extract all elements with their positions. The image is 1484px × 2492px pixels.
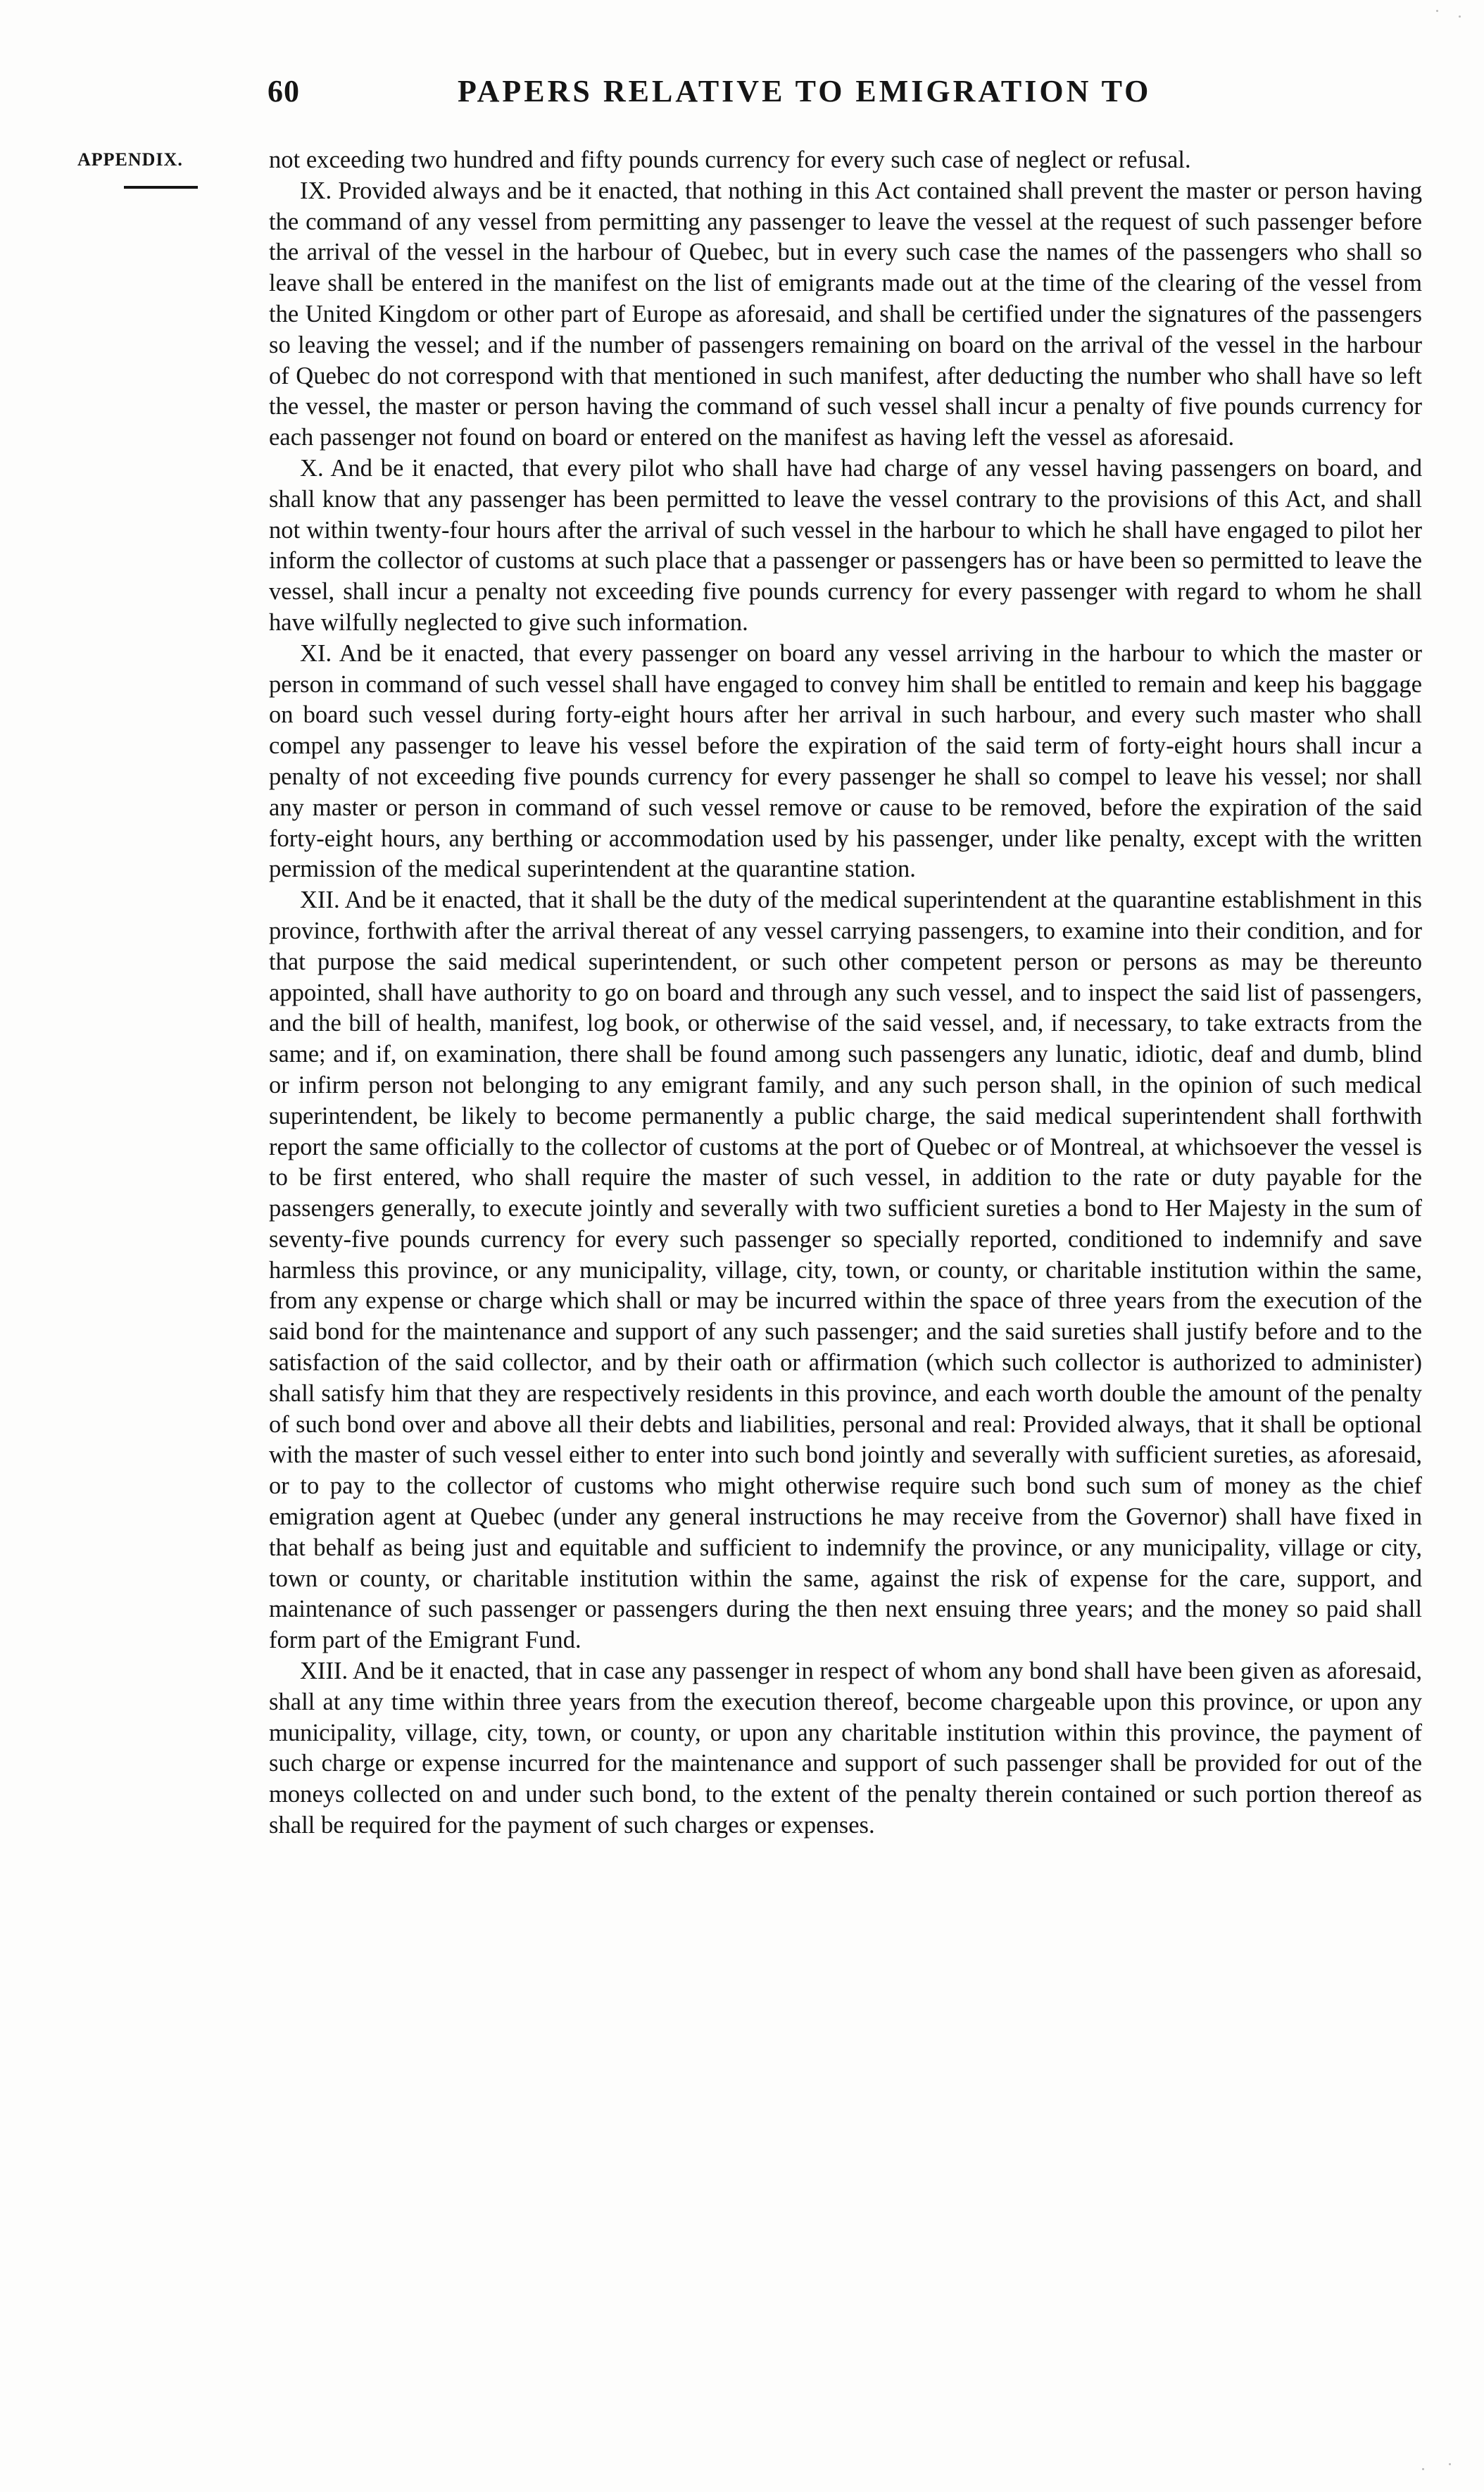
paper-speck (1449, 2463, 1451, 2465)
paragraph-section-ix: IX. Provided always and be it enacted, that nothing in this Act contained shall prevent the master or person having the command of any vessel from permitting any passenger to leave the vessel at the request of such passenger before the arrival of the vessel in the harbour of Quebec, but in every such case the names of the passengers who shall so leave shall be entered in the manifest on the list of emigrants made out at the time of the clearing of the vessel from the United Kingdom or other part of Europe as aforesaid, and shall be certified under the signatures of the passengers so leaving the vessel; and if the number of passengers remaining on board on the arrival of the vessel in the harbour of Quebec do not correspond with that mentioned in such manifest, after deducting the number who shall have so left the vessel, the master or person having the command of such vessel shall incur a penalty of five pounds currency for each passenger not found on board or entered on the manifest as having left the vessel as aforesaid. (269, 177, 1422, 451)
running-head (268, 73, 1422, 115)
page-number: 60 (268, 74, 300, 108)
paper-speck (1422, 2468, 1424, 2470)
paragraph-section-x: X. And be it enacted, that every pilot who shall have had charge of any vessel having passengers on board, and shall know that any passenger has been permitted to leave the vessel contrary to the provisions of this Act, and shall not within twenty-four hours after the arrival of such vessel in the harbour to which he shall have engaged to pilot her inform the collector of customs at such place that a passenger or passengers has or have been so permitted to leave the vessel, shall incur a penalty not exceeding five pounds currency for every passenger with regard to whom he shall have wilfully neglected to give such information. (269, 454, 1422, 636)
paper-speck (1459, 15, 1461, 18)
body-text (269, 145, 1422, 1841)
running-title: PAPERS RELATIVE TO EMIGRATION TO (458, 74, 1152, 108)
paragraph-continuation: not exceeding two hundred and fifty pounds currency for every such case of neglect or refusal. (269, 146, 1191, 173)
appendix-label: APPENDIX. (77, 149, 183, 170)
margin-note (77, 149, 246, 189)
paper-speck (1436, 10, 1438, 12)
paragraph-section-xi: XI. And be it enacted, that every passenger on board any vessel arriving in the harbour to which the master or person in command of such vessel shall have engaged to convey him shall be entitled to remain and keep his baggage on board such vessel during forty-eight hours after her arrival in such harbour, and every such master who shall compel any passenger to leave his vessel before the expiration of the said term of forty-eight hours shall incur a penalty of not exceeding five pounds currency for every passenger he shall so compel to leave his vessel; nor shall any master or person in command of such vessel remove or cause to be removed, before the expiration of the said forty-eight hours, any berthing or accommodation used by his passenger, under like penalty, except with the written permission of the medical superintendent at the quarantine station. (269, 639, 1422, 883)
paragraph-section-xii: XII. And be it enacted, that it shall be the duty of the medical superintendent at the quarantine establishment in this province, forthwith after the arrival thereat of any vessel carrying passengers, to examine into their condition, and for that purpose the said medical superintendent, or such other competent person or persons as may be thereunto appointed, shall have authority to go on board and through any such vessel, and to inspect the said list of passengers, and the bill of health, manifest, log book, or otherwise of the said vessel, and, if necessary, to take extracts from the same; and if, on examination, there shall be found among such passengers any lunatic, idiotic, deaf and dumb, blind or infirm person not belonging to any emigrant family, and any such person shall, in the opinion of such medical superintendent, be likely to become permanently a public charge, the said medical superintendent shall forthwith report the same officially to the collector of customs at the port of Quebec or of Montreal, at whichsoever the vessel is to be first entered, who shall require the master of such vessel, in addition to the rate or duty payable for the passengers generally, to execute jointly and severally with two sufficient sureties a bond to Her Majesty in the sum of seventy-five pounds currency for every such passenger so specially reported, conditioned to indemnify and save harmless this province, or any municipality, village, city, town, or county, or charitable institution within the same, from any expense or charge which shall or may be incurred within the space of three years from the execution of the said bond for the maintenance and support of any such passenger; and the said sureties shall justify before and to the satisfaction of the said collector, and by their oath or affirmation (which such collector is authorized to administer) shall satisfy him that they are respectively residents in this province, and each worth double the amount of the penalty of such bond over and above all their debts and liabilities, personal and real: Provided always, that it shall be optional with the master of such vessel either to enter into such bond jointly and severally with sufficient sureties, as aforesaid, or to pay to the collector of customs who might otherwise require such bond such sum of money as the chief emigration agent at Quebec (under any general instructions he may receive from the Governor) shall have fixed in that behalf as being just and equitable and sufficient to indemnify the province, or any municipality, village or city, town or county, or charitable institution within the same, against the risk of expense for the care, support, and maintenance of such passenger or passengers during the then next ensuing three years; and the money so paid shall form part of the Emigrant Fund. (269, 887, 1422, 1654)
paragraph-section-xiii: XIII. And be it enacted, that in case any passenger in respect of whom any bond shall have been given as aforesaid, shall at any time within three years from the execution thereof, become chargeable upon this province, or upon any municipality, village, city, town, or county, or upon any charitable institution within this province, the payment of such charge or expense incurred for the maintenance and support of such passenger shall be provided for out of the moneys collected on and under such bond, to the extent of the penalty therein contained or such portion thereof as shall be required for the payment of such charges or expenses. (269, 1658, 1422, 1839)
margin-rule (124, 186, 198, 189)
